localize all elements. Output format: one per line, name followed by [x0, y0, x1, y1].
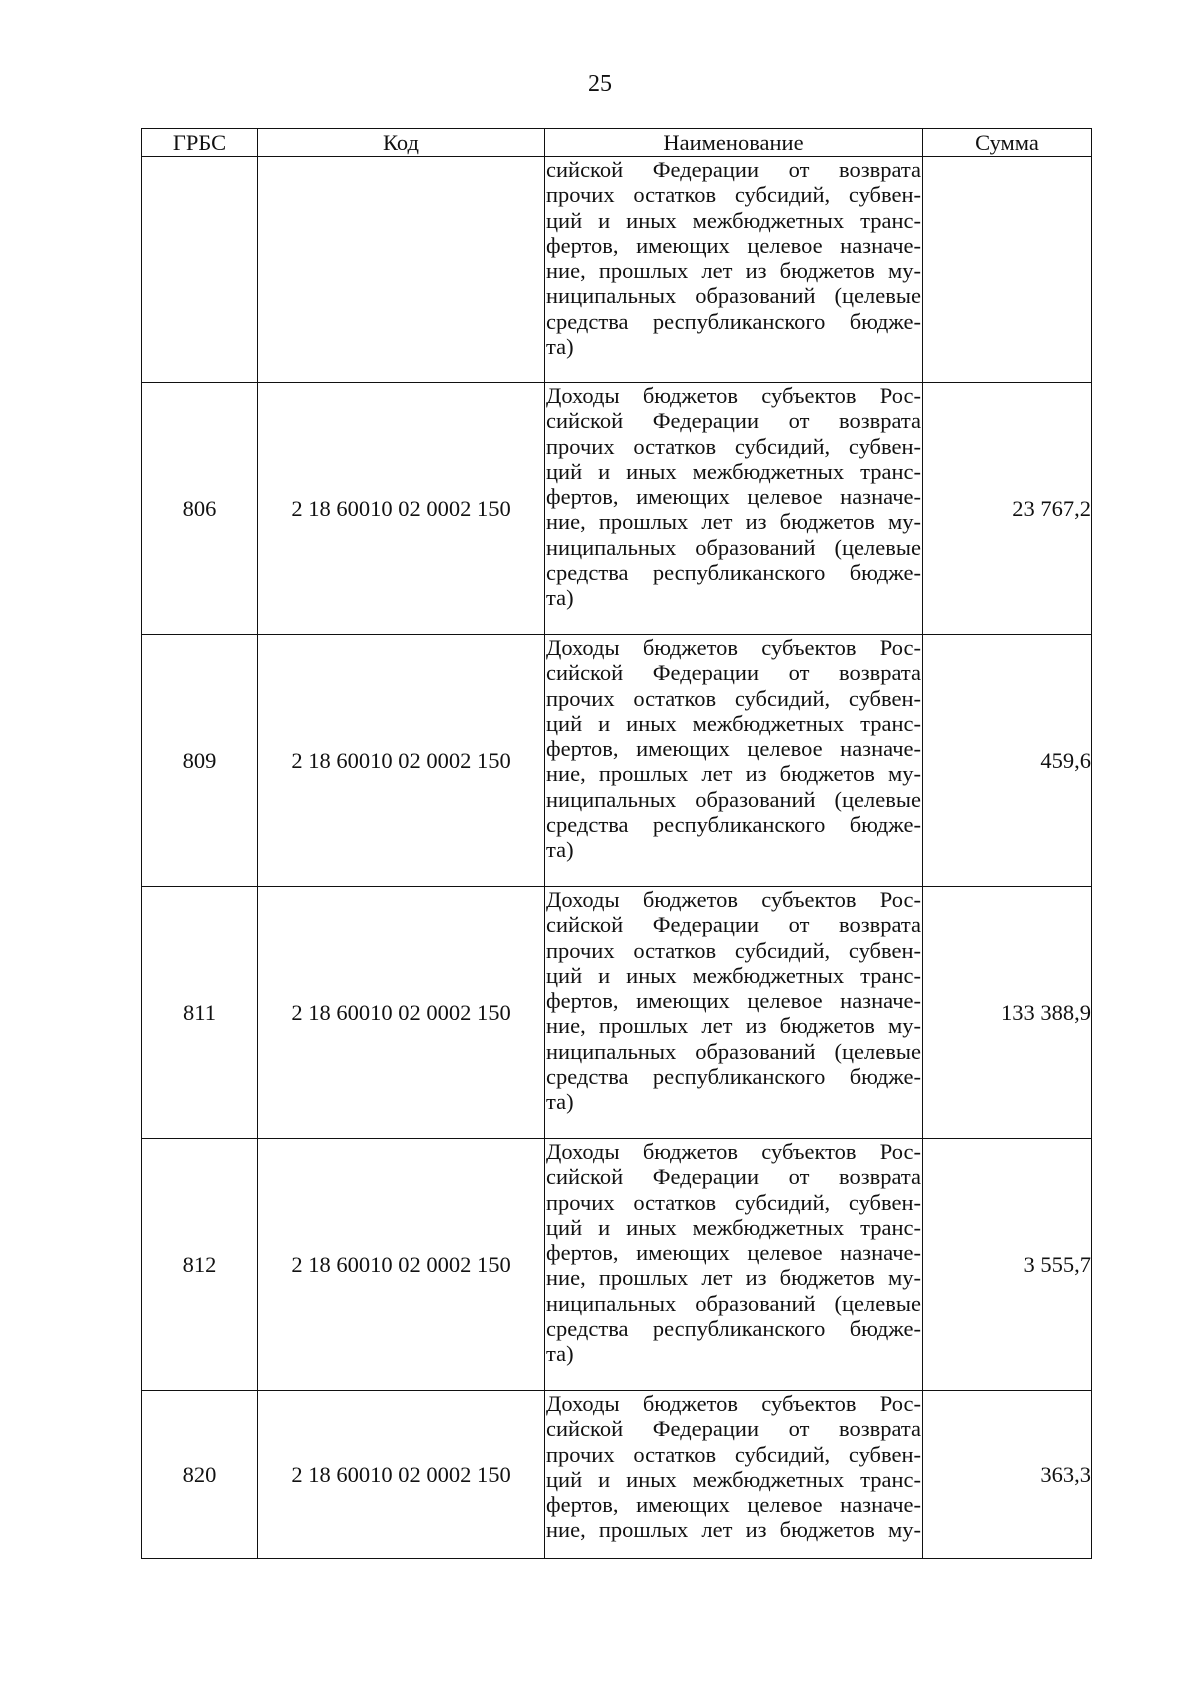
name-line: ций и иных межбюджетных транс- — [546, 207, 921, 233]
table-row — [142, 635, 1092, 887]
cell-code — [258, 157, 545, 383]
cell-grbs: 806 — [142, 383, 258, 635]
name-line: Доходы бюджетов субъектов Рос- — [546, 1139, 921, 1164]
cell-sum: 3 555,7 — [923, 1139, 1092, 1391]
name-line: прочих остатков субсидий, субвен- — [546, 433, 921, 459]
name-line: ций и иных межбюджетных транс- — [546, 458, 921, 484]
cell-grbs — [142, 157, 258, 383]
header-code: Код — [258, 129, 545, 157]
name-line: прочих остатков субсидий, субвен- — [546, 182, 921, 208]
name-line: сийской Федерации от возврата — [546, 660, 921, 686]
table-row — [142, 157, 1092, 383]
name-line: прочих остатков субсидий, субвен- — [546, 685, 921, 711]
name-line: средства республиканского бюдже- — [546, 560, 921, 586]
cell-sum: 363,3 — [923, 1391, 1092, 1559]
name-line: ниципальных образований (целевые — [546, 1290, 921, 1316]
name-line: Доходы бюджетов субъектов Рос- — [546, 1391, 921, 1416]
name-line: средства республиканского бюдже- — [546, 1316, 921, 1342]
name-line: ций и иных межбюджетных транс- — [546, 1466, 921, 1492]
cell-code: 2 18 60010 02 0002 150 — [258, 635, 545, 887]
cell-code: 2 18 60010 02 0002 150 — [258, 383, 545, 635]
header-name: Наименование — [545, 129, 923, 157]
table-header-row — [142, 129, 1092, 157]
cell-code: 2 18 60010 02 0002 150 — [258, 1139, 545, 1391]
header-grbs: ГРБС — [142, 129, 258, 157]
name-line: ние, прошлых лет из бюджетов му- — [546, 1013, 921, 1039]
cell-name — [545, 383, 923, 635]
name-line: фертов, имеющих целевое назначе- — [546, 1240, 921, 1266]
name-line: сийской Федерации от возврата — [546, 1416, 921, 1442]
name-line: ние, прошлых лет из бюджетов му- — [546, 258, 921, 284]
name-line: ций и иных межбюджетных транс- — [546, 962, 921, 988]
name-line: сийской Федерации от возврата — [546, 912, 921, 938]
name-line: фертов, имеющих целевое назначе- — [546, 736, 921, 762]
name-line: Доходы бюджетов субъектов Рос- — [546, 635, 921, 660]
name-line: ние, прошлых лет из бюджетов му- — [546, 509, 921, 535]
cell-name — [545, 1139, 923, 1391]
name-line: прочих остатков субсидий, субвен- — [546, 937, 921, 963]
name-line: фертов, имеющих целевое назначе- — [546, 232, 921, 258]
header-sum: Сумма — [923, 129, 1092, 157]
name-line: Доходы бюджетов субъектов Рос- — [546, 887, 921, 912]
cell-grbs: 809 — [142, 635, 258, 887]
cell-sum: 459,6 — [923, 635, 1092, 887]
name-line: фертов, имеющих целевое назначе- — [546, 484, 921, 510]
budget-table — [141, 128, 1092, 1559]
name-line: та) — [546, 1089, 574, 1115]
cell-grbs: 812 — [142, 1139, 258, 1391]
cell-sum: 23 767,2 — [923, 383, 1092, 635]
name-line: та) — [546, 1341, 574, 1367]
name-line: средства республиканского бюдже- — [546, 1064, 921, 1090]
name-line: ние, прошлых лет из бюджетов му- — [546, 761, 921, 787]
cell-sum: 133 388,9 — [923, 887, 1092, 1139]
cell-name — [545, 1391, 923, 1559]
name-line: ниципальных образований (целевые — [546, 1038, 921, 1064]
name-line: прочих остатков субсидий, субвен- — [546, 1441, 921, 1467]
name-line: средства республиканского бюдже- — [546, 812, 921, 838]
name-line: ниципальных образований (целевые — [546, 283, 921, 309]
name-line: та) — [546, 334, 574, 360]
cell-name — [545, 635, 923, 887]
cell-name — [545, 157, 923, 383]
cell-grbs: 811 — [142, 887, 258, 1139]
name-line: сийской Федерации от возврата — [546, 1164, 921, 1190]
name-line: ций и иных межбюджетных транс- — [546, 710, 921, 736]
cell-sum — [923, 157, 1092, 383]
name-line: сийской Федерации от возврата — [546, 408, 921, 434]
name-line: ниципальных образований (целевые — [546, 534, 921, 560]
table-row — [142, 383, 1092, 635]
table-row — [142, 1391, 1092, 1559]
cell-grbs: 820 — [142, 1391, 258, 1559]
name-line: фертов, имеющих целевое назначе- — [546, 988, 921, 1014]
name-line: ние, прошлых лет из бюджетов му- — [546, 1517, 921, 1543]
name-line: Доходы бюджетов субъектов Рос- — [546, 383, 921, 408]
page-number: 25 — [588, 71, 612, 97]
table-row — [142, 1139, 1092, 1391]
name-line: та) — [546, 585, 574, 611]
name-line: ние, прошлых лет из бюджетов му- — [546, 1265, 921, 1291]
name-line: та) — [546, 837, 574, 863]
cell-name — [545, 887, 923, 1139]
name-line: фертов, имеющих целевое назначе- — [546, 1492, 921, 1518]
name-line: средства республиканского бюдже- — [546, 308, 921, 334]
table-row — [142, 887, 1092, 1139]
cell-code: 2 18 60010 02 0002 150 — [258, 887, 545, 1139]
name-line: сийской Федерации от возврата — [546, 157, 921, 182]
name-line: прочих остатков субсидий, субвен- — [546, 1189, 921, 1215]
name-line: ций и иных межбюджетных транс- — [546, 1214, 921, 1240]
cell-code: 2 18 60010 02 0002 150 — [258, 1391, 545, 1559]
name-line: ниципальных образований (целевые — [546, 786, 921, 812]
